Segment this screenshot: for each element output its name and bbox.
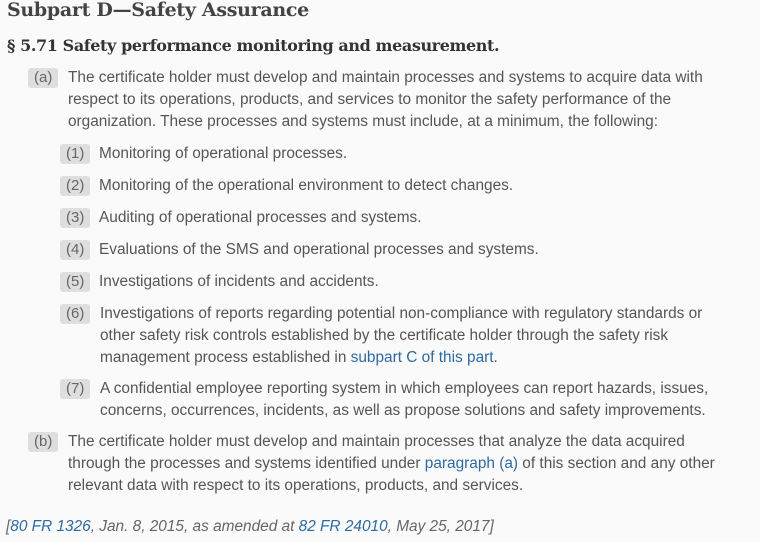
item-text: A confidential employee reporting system in which employees can report hazards, issues, xyxy=(100,380,709,397)
citation xyxy=(6,518,494,536)
subpart-title: Subpart D—Safety Assurance xyxy=(7,0,309,21)
paragraph-label-6[interactable]: (6) xyxy=(60,304,90,324)
paragraph-label-4[interactable]: (4) xyxy=(60,240,90,260)
item-text: Investigations of incidents and accidents. xyxy=(99,273,379,290)
paragraph-a-1 xyxy=(60,143,758,165)
paragraph-label-3[interactable]: (3) xyxy=(60,208,90,228)
item-text: Evaluations of the SMS and operational processes and systems. xyxy=(99,241,539,258)
paragraph-a-line: The certificate holder must develop and maintain processes and systems to acquire data with xyxy=(68,69,703,86)
item-text: management process established in xyxy=(100,349,351,366)
paragraph-a-4 xyxy=(60,239,758,261)
item-text: . xyxy=(493,349,498,366)
citation-text: , May 25, 2017] xyxy=(387,518,494,535)
citation-text: , Jan. 8, 2015, as amended at xyxy=(90,518,299,535)
item-text: Monitoring of operational processes. xyxy=(99,145,348,162)
fr-citation-link-1[interactable]: 80 FR 1326 xyxy=(10,518,91,535)
paragraph-b-line: relevant data with respect to its operations, products, and services. xyxy=(68,477,524,494)
paragraph-a-7 xyxy=(60,378,758,422)
paragraph-b xyxy=(28,431,758,497)
paragraph-a-5 xyxy=(60,271,758,293)
paragraph-a-line: organization. These processes and systems must include, at a minimum, the following: xyxy=(68,113,658,130)
paragraph-b-line: The certificate holder must develop and maintain processes that analyze the data acquired xyxy=(68,433,685,450)
paragraph-label-7[interactable]: (7) xyxy=(60,379,90,399)
citation-text: [ xyxy=(6,518,11,535)
paragraph-label-2[interactable]: (2) xyxy=(60,176,90,196)
paragraph-a-2 xyxy=(60,175,758,197)
item-text: other safety risk controls established by the certificate holder through the safety risk xyxy=(100,327,669,344)
paragraph-b-line: of this section and any other xyxy=(518,455,715,472)
paragraph-label-a[interactable]: (a) xyxy=(28,68,58,88)
fr-citation-link-2[interactable]: 82 FR 24010 xyxy=(298,518,388,535)
paragraph-b-line: through the processes and systems identified under xyxy=(68,455,425,472)
item-text: Investigations of reports regarding potential non-compliance with regulatory standards or xyxy=(100,305,703,322)
item-text: Monitoring of the operational environment to detect changes. xyxy=(99,177,514,194)
section-title: § 5.71 Safety performance monitoring and measurement. xyxy=(7,36,500,55)
paragraph-label-1[interactable]: (1) xyxy=(60,144,90,164)
paragraph-label-5[interactable]: (5) xyxy=(60,272,90,292)
paragraph-label-b[interactable]: (b) xyxy=(28,432,58,452)
item-text: Auditing of operational processes and systems. xyxy=(99,209,422,226)
paragraph-a-6 xyxy=(60,303,758,369)
subpart-c-link[interactable]: subpart C of this part xyxy=(350,349,494,366)
paragraph-a-link[interactable]: paragraph (a) xyxy=(424,455,519,472)
paragraph-a xyxy=(28,67,758,133)
paragraph-a-line: respect to its operations, products, and services to monitor the safety performance of the xyxy=(68,91,672,108)
item-text: concerns, occurrences, incidents, as well as propose solutions and safety improvements. xyxy=(100,402,706,419)
paragraph-a-3 xyxy=(60,207,758,229)
